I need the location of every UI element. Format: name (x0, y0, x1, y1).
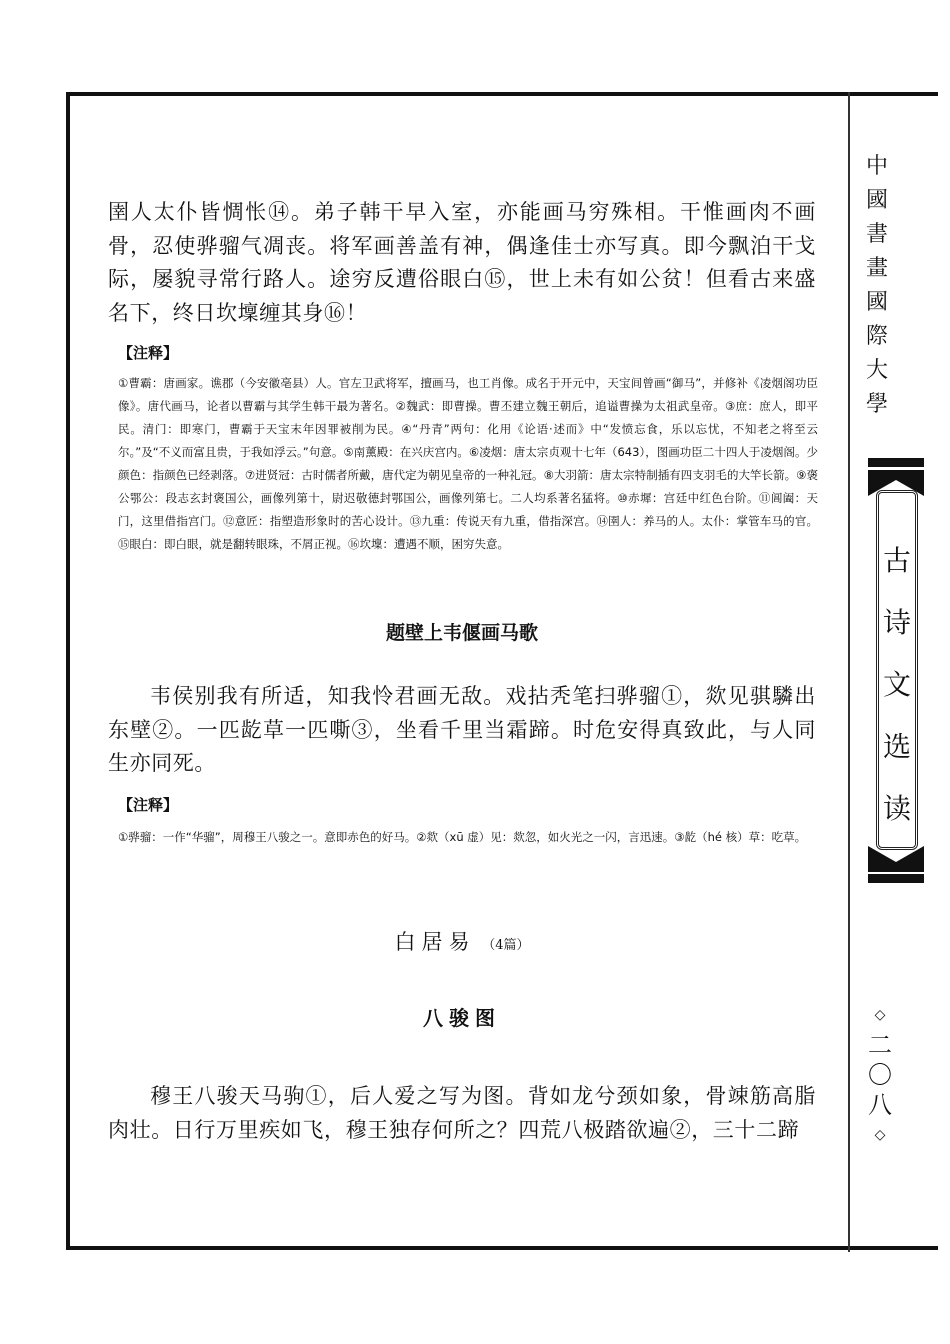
poem-title: 题壁上韦偃画马歌 (385, 622, 538, 644)
bottom-band-ornament (868, 846, 924, 872)
author-name: 白居易 (394, 930, 476, 954)
margin-rule (848, 92, 850, 1252)
notes-heading-2: 【注释】 (118, 796, 179, 814)
notes-text: ①曹霸：唐画家。谯郡（今安徽亳县）人。官左卫武将军，擅画马，也工肖像。成名于开元中，天宝间曾画“御马”，并修补《凌烟阁功臣像》。唐代画马，论者以曹霸与其学生韩干最为著名。②魏武：即曹操。曹丕建立魏王朝后，追谥曹操为太祖武皇帝。③庶：庶人，即平民。清门：即寒门，曹霸于天宝末年因罪被削为民。④“丹青”两句：化用《论语·述而》中“发愤忘食，乐以忘忧，不知老之将至云尔。”及“不义而富且贵，于我如浮云。”句意。⑤南薰殿：在兴庆宫内。⑥凌烟：唐太宗贞观十七年（643），图画功臣二十四人于凌烟阁。少颜色：指颜色已经剥落。⑦进贤冠：古时儒者所戴，唐代定为朝见皇帝的一种礼冠。⑧大羽箭：唐太宗特制插有四支羽毛的大竿长箭。⑨褒公鄂公：段志玄封褒国公，画像列第十，尉迟敬德封鄂国公，画像列第七。二人均系著名猛将。⑩赤墀：宫廷中红色台阶。⑪阊阖：天门，这里借指宫门。⑫意匠：指塑造形象时的苦心设计。⑬九重：传说天有九重，借指深宫。⑭圉人：养马的人。太仆：掌管车马的官。⑮眼白：即白眼，就是翻转眼珠，不屑正视。⑯坎壈：遭遇不顺，困穷失意。 (118, 376, 818, 551)
top-band (868, 458, 924, 467)
page-number: ◇ 二 〇 八 ◇ (868, 1007, 892, 1143)
author-heading (108, 926, 816, 956)
book-title: 古 诗 文 选 读 (882, 544, 911, 825)
notes-heading: 【注释】 (118, 344, 179, 362)
bottom-band (868, 874, 924, 883)
poem-count: （4篇） (482, 938, 530, 953)
poem-body-2: 穆王八骏天马驹①，后人爱之写为图。背如龙兮颈如象，骨竦筋高脂肉壮。日行万里疾如飞，穆王独存何所之？四荒八极踏欲遍②，三十二蹄 (108, 1084, 816, 1142)
poem-title-2: 八骏图 (423, 1006, 501, 1030)
poem-body: 韦侯别我有所适，知我怜君画无敌。戏拈秃笔扫骅骝①，欻见骐驎出东壁②。一匹龁草一匹嘶③，坐看千里当霜蹄。时危安得真致此，与人同生亦同死。 (108, 684, 816, 775)
notes-text-2: ①骅骝：一作“华骝”，周穆王八骏之一。意即赤色的好马。②欻（xū 虚）见：欻忽，如火光之一闪，言迅速。③龁（hé 核）草：吃草。 (118, 830, 807, 844)
series-title: 中 國 書 畫 國 際 大 學 (865, 154, 888, 417)
poem-continuation: 圉人太仆皆惆怅⑭。弟子韩干早入室，亦能画马穷殊相。干惟画肉不画骨，忍使骅骝气凋丧。将军画善盖有神，偶逢佳士亦写真。即今飘泊干戈际，屡貌寻常行路人。途穷反遭俗眼白⑮，世上未有如公贫！但看古来盛名下，终日坎壈缠其身⑯！ (108, 200, 816, 325)
